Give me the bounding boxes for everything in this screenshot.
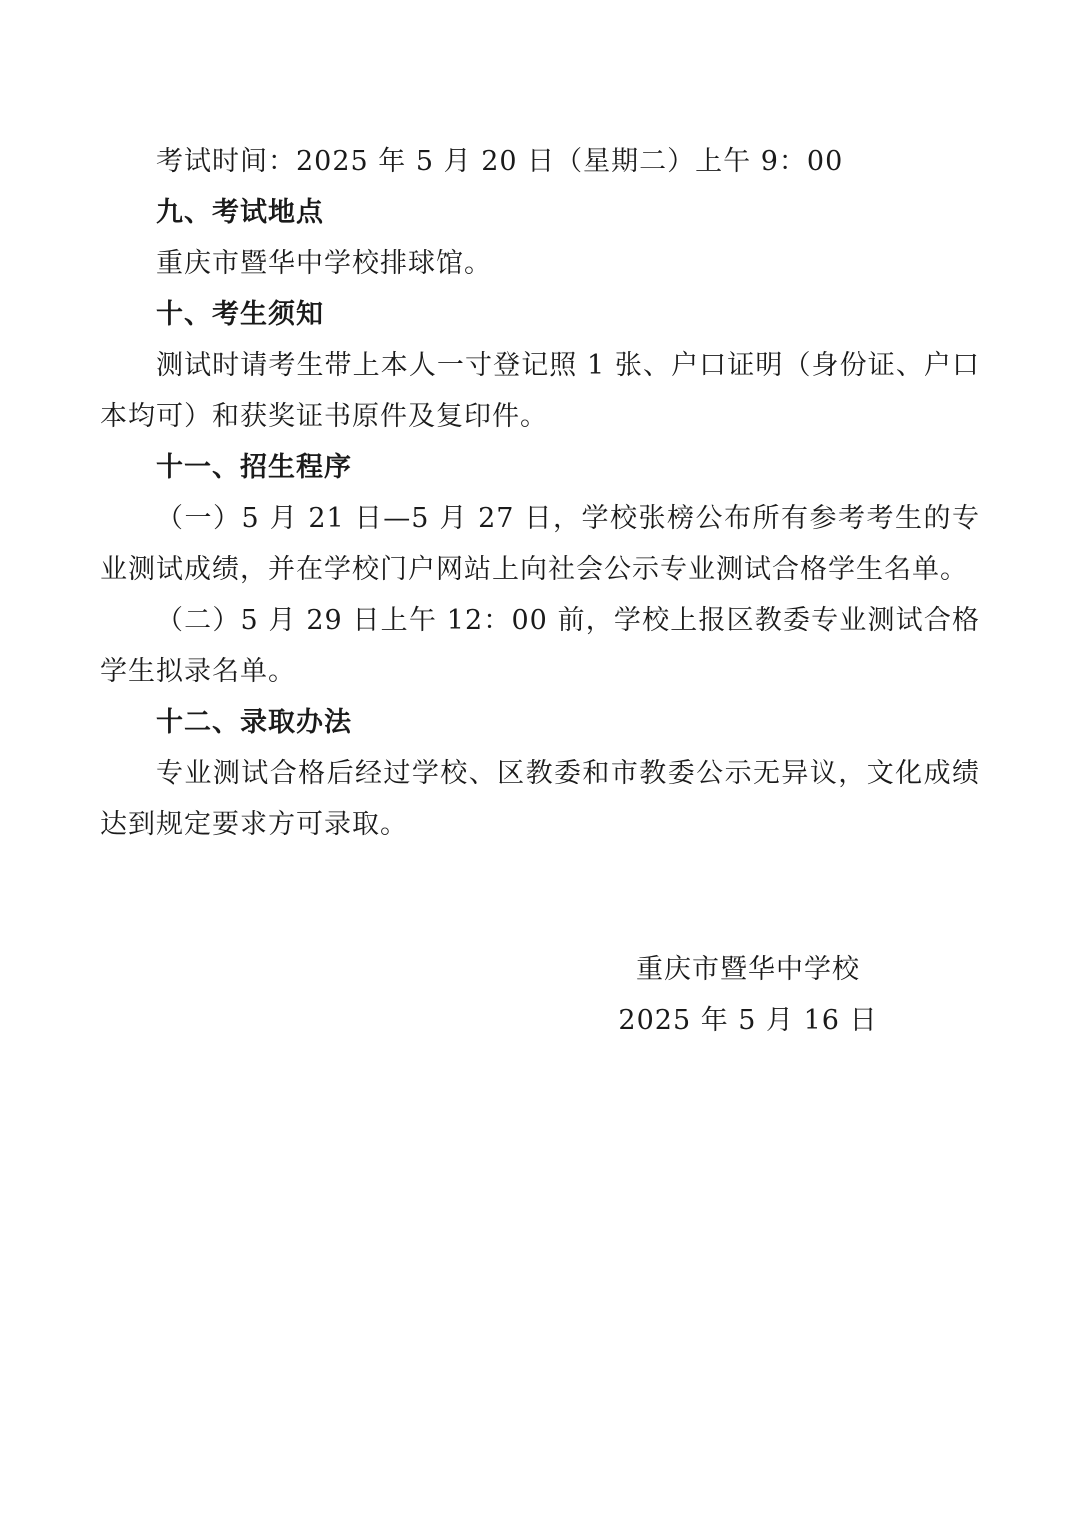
section-heading-exam-location: 九、考试地点 <box>156 197 324 228</box>
document-body <box>100 136 980 850</box>
exam-time-text: 考试时间：2025 年 5 月 20 日（星期二）上午 9：00 <box>156 146 844 177</box>
candidate-notice-text: 测试时请考生带上本人一寸登记照 1 张、户口证明（身份证、户口本均可）和获奖证书原件及复印件。 <box>100 350 980 432</box>
section-heading-candidate-notice: 十、考生须知 <box>156 299 324 330</box>
signature-organization: 重庆市暨华中学校 <box>636 954 860 985</box>
enrollment-procedure-step-2: （二）5 月 29 日上午 12：00 前，学校上报区教委专业测试合格学生拟录名单。 <box>100 605 980 687</box>
signature-date: 2025 年 5 月 16 日 <box>618 1005 878 1036</box>
section-heading-admission-method: 十二、录取办法 <box>156 707 352 738</box>
exam-location-text: 重庆市暨华中学校排球馆。 <box>156 248 492 279</box>
admission-method-text: 专业测试合格后经过学校、区教委和市教委公示无异议，文化成绩达到规定要求方可录取。 <box>100 758 980 840</box>
enrollment-procedure-step-1: （一）5 月 21 日—5 月 27 日，学校张榜公布所有参考考生的专业测试成绩，并在学校门户网站上向社会公示专业测试合格学生名单。 <box>100 503 980 585</box>
signature-block <box>618 944 878 1046</box>
section-heading-enrollment-procedure: 十一、招生程序 <box>156 452 352 483</box>
